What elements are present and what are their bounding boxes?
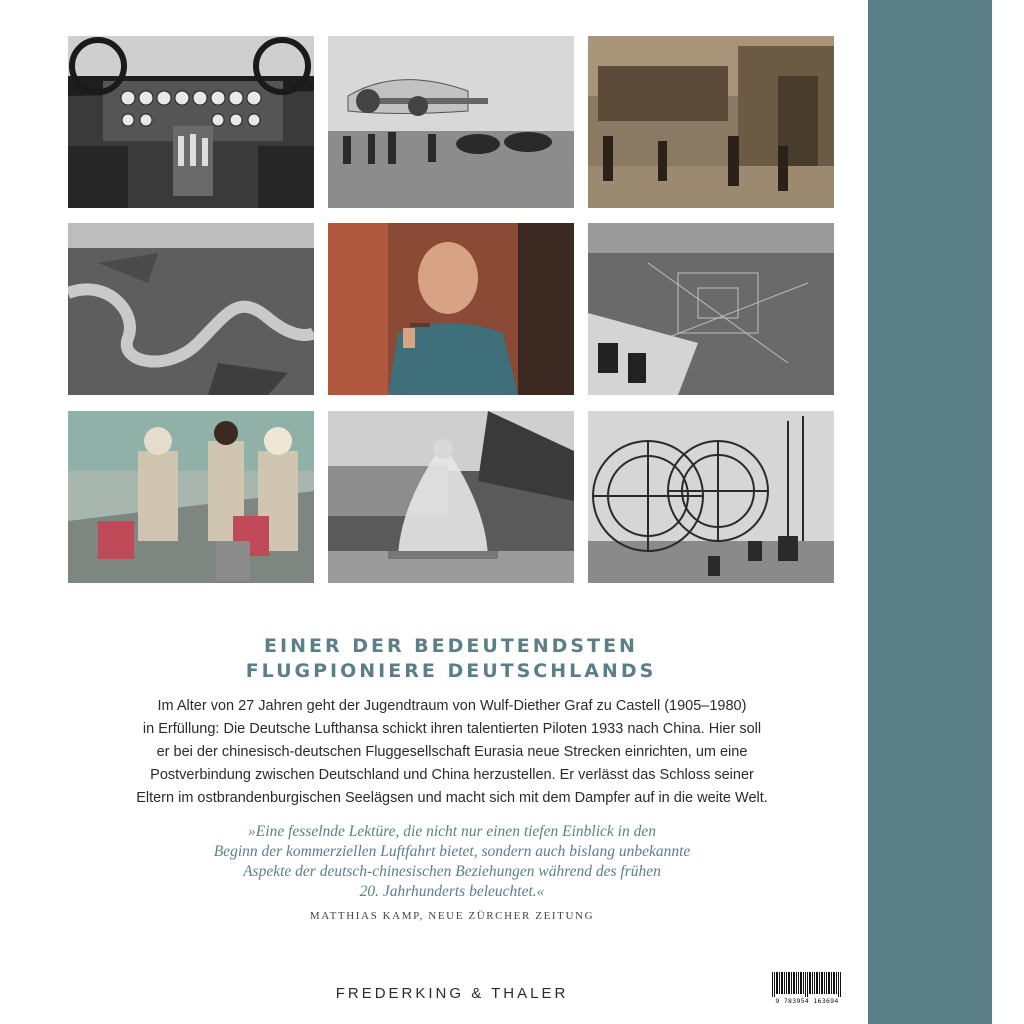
photo-waterwheels (588, 411, 834, 583)
quote-line: Beginn der kommerziellen Luftfahrt bietet, sondern auch bislang unbekannte (213, 843, 691, 860)
barcode-bars (770, 972, 844, 997)
body-line: in Erfüllung: Die Deutsche Lufthansa schickt ihren talentierten Piloten 1933 nach China. Hier soll (142, 721, 762, 737)
body-line: Eltern im ostbrandenburgischen Seelägsen und macht sich mit dem Dampfer auf in die weite Welt. (136, 790, 768, 806)
photo-aerial-city-wing (588, 223, 834, 395)
quote-attribution: MATTHIAS KAMP, NEUE ZÜRCHER ZEITUNG (309, 910, 595, 922)
quote-line: »Eine fesselnde Lektüre, die nicht nur einen tiefen Einblick in den (248, 823, 656, 840)
publisher-name: FREDERKING & THALER (335, 985, 569, 1002)
photo-aerial-river (68, 223, 314, 395)
quote-line: Aspekte der deutsch-chinesischen Beziehungen während des frühen (243, 863, 661, 880)
review-quote (120, 822, 784, 902)
photo-grid (68, 36, 834, 584)
photo-pilot-portrait (328, 223, 574, 395)
body-line: er bei der chinesisch-deutschen Fluggesellschaft Eurasia neue Strecken einrichten, um eine (156, 744, 748, 760)
headline-line-1: EINER DER BEDEUTENDSTEN (264, 635, 638, 657)
photo-aircraft-field (328, 36, 574, 208)
photo-men-on-wing (68, 411, 314, 583)
headline (68, 634, 834, 684)
body-line: Im Alter von 27 Jahren geht der Jugendtraum von Wulf-Diether Graf zu Castell (1905–1980) (157, 698, 747, 714)
body-line: Postverbindung zwischen Deutschland und China herzustellen. Er verlässt das Schloss seiner (150, 767, 754, 783)
barcode-digits: 9 783954 163694 (775, 997, 839, 1005)
quote-line: 20. Jahrhunderts beleuchtet.« (359, 883, 545, 900)
photo-street-scene (588, 36, 834, 208)
photo-cockpit (68, 36, 314, 208)
headline-line-2: FLUGPIONIERE DEUTSCHLANDS (245, 660, 657, 682)
isbn-barcode (770, 972, 844, 1012)
spine-band (868, 0, 992, 1024)
photo-mosquito-net (328, 411, 574, 583)
body-text (120, 695, 784, 810)
right-margin (992, 0, 1024, 1024)
